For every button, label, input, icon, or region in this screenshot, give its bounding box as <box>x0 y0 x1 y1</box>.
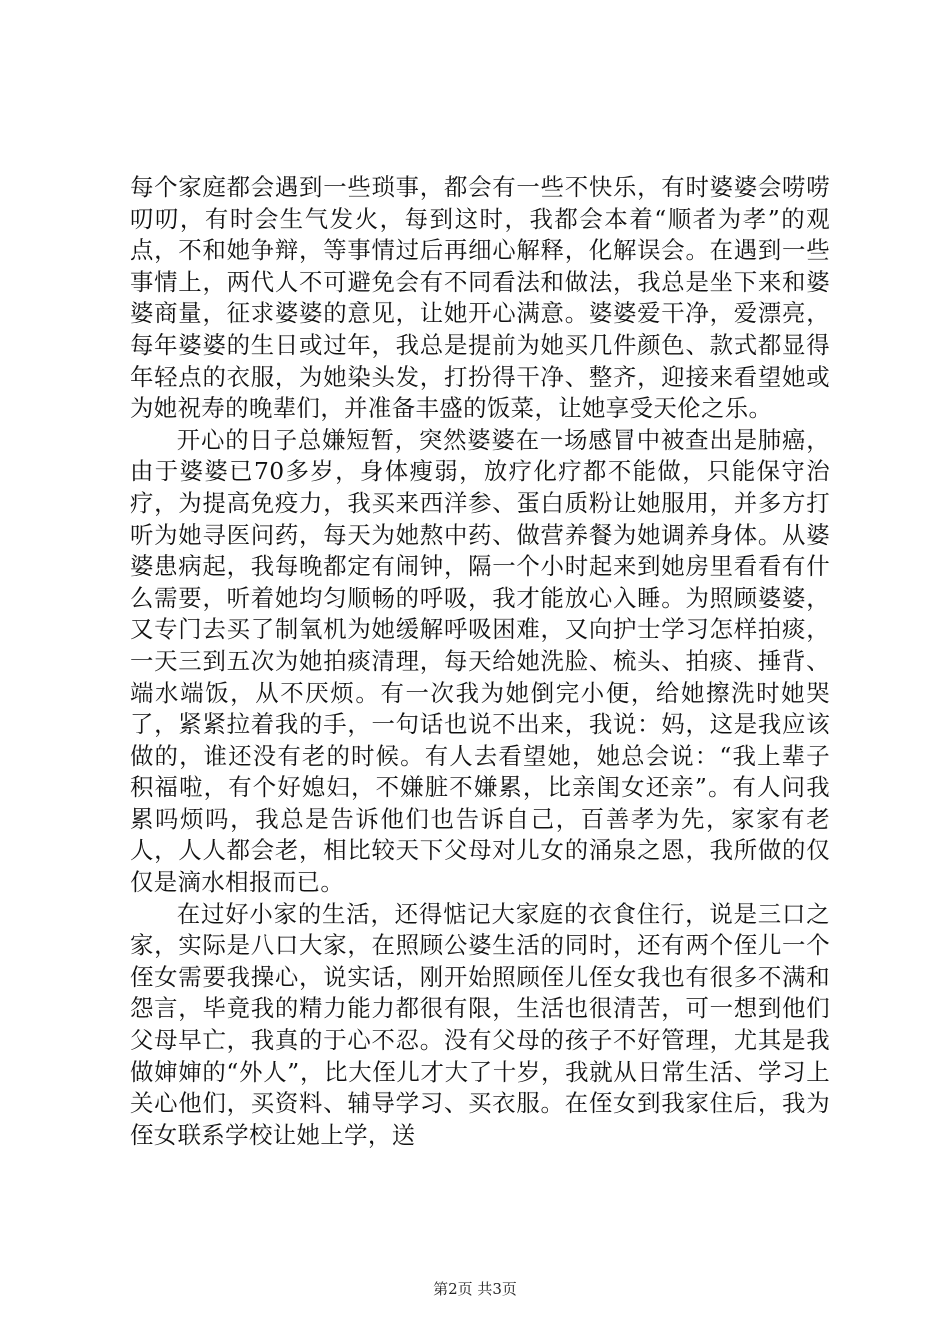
paragraph-2: 开心的日子总嫌短暂，突然婆婆在一场感冒中被查出是肺癌，由于婆婆已70多岁，身体瘦弱，放疗化疗都不能做，只能保守治疗，为提高免疫力，我买来西洋参、蛋白质粉让她服用，并多方打听为她寻医问药，每天为她熬中药、做营养餐为她调养身体。从婆婆患病起，我每晚都定有闹钟，隔一个小时起来到她房里看看有什么需要，听着她均匀顺畅的呼吸，我才能放心入睡。为照顾婆婆，又专门去买了制氧机为她缓解呼吸困难，又向护士学习怎样拍痰，一天三到五次为她拍痰清理，每天给她洗脸、梳头、拍痰、捶背、端水端饭，从不厌烦。有一次我为她倒完小便，给她擦洗时她哭了，紧紧拉着我的手，一句话也说不出来，我说：妈，这是我应该做的，谁还没有老的时候。有人去看望她，她总会说：“我上辈子积福啦，有个好媳妇，不嫌脏不嫌累，比亲闺女还亲”。有人问我累吗烦吗，我总是告诉他们也告诉自己，百善孝为先，家家有老人，人人都会老，相比较天下父母对儿女的涌泉之恩，我所做的仅仅是滴水相报而已。 <box>130 425 830 897</box>
page-number-footer: 第2页 共3页 <box>433 1280 517 1298</box>
paragraph-3: 在过好小家的生活，还得惦记大家庭的衣食住行，说是三口之家，实际是八口大家，在照顾公婆生活的同时，还有两个侄儿一个侄女需要我操心，说实话，刚开始照顾侄儿侄女我也有很多不满和怨言，毕竟我的精力能力都很有限，生活也很清苦，可一想到他们父母早亡，我真的于心不忍。没有父母的孩子不好管理，尤其是我做婶婶的“外人”，比大侄儿才大了十岁，我就从日常生活、学习上关心他们，买资料、辅导学习、买衣服。在侄女到我家住后，我为侄女联系学校让她上学，送 <box>130 899 830 1149</box>
paragraph-1: 每个家庭都会遇到一些琐事，都会有一些不快乐，有时婆婆会唠唠叨叨，有时会生气发火，每到这时，我都会本着“顺者为孝”的观点，不和她争辩，等事情过后再细心解释，化解误会。在遇到一些事情上，两代人不可避免会有不同看法和做法，我总是坐下来和婆婆商量，征求婆婆的意见，让她开心满意。婆婆爱干净，爱漂亮，每年婆婆的生日或过年，我总是提前为她买几件颜色、款式都显得年轻点的衣服，为她染头发，打扮得干净、整齐，迎接来看望她或为她祝寿的晚辈们，并准备丰盛的饭菜，让她享受天伦之乐。 <box>130 173 830 423</box>
body-text <box>130 172 830 1151</box>
